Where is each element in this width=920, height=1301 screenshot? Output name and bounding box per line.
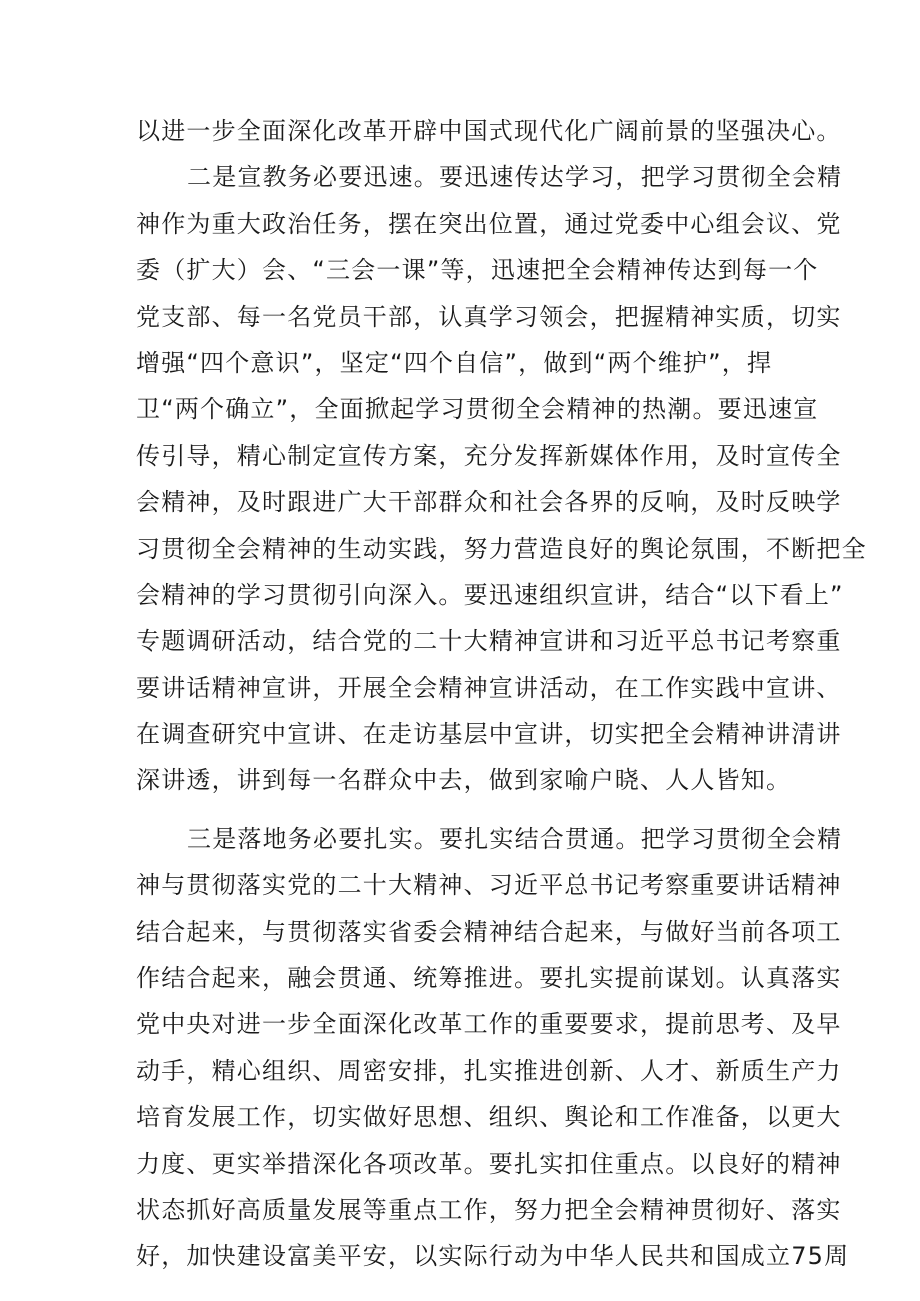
text-line: 习贯彻全会精神的生动实践，努力营造良好的舆论氛围，不断把全 [136,534,867,563]
text-line: 会精神的学习贯彻引向深入。要迅速组织宣讲，结合“以下看上” [136,580,844,609]
text-line: 结合起来，与贯彻落实省委会精神结合起来，与做好当前各项工 [136,917,842,946]
text-line: 党支部、每一名党员干部，认真学习领会，把握精神实质，切实 [136,302,842,331]
text-line: 状态抓好高质量发展等重点工作，努力把全会精神贯彻好、落实 [136,1195,842,1224]
text-line: 会精神，及时跟进广大干部群众和社会各界的反响，及时反映学 [136,488,842,517]
text-line: 委（扩大）会、“三会一课”等，迅速把全会精神传达到每一个 [136,256,819,285]
text-line: 神与贯彻落实党的二十大精神、习近平总书记考察重要讲话精神 [136,871,842,900]
text-line: 以进一步全面深化改革开辟中国式现代化广阔前景的坚强决心。 [136,117,842,145]
body-text [136,108,867,1280]
paragraph-gap [136,804,786,816]
text-line: 作结合起来，融会贯通、统筹推进。要扎实提前谋划。认真落实 [136,964,842,993]
text-line: 专题调研活动，结合党的二十大精神宣讲和习近平总书记考察重 [136,627,842,656]
text-line: 党中央对进一步全面深化改革工作的重要要求，提前思考、及早 [136,1010,842,1039]
text-line: 深讲透，讲到每一名群众中去，做到家喻户晓、人人皆知。 [136,766,792,795]
text-line: 培育发展工作，切实做好思想、组织、舆论和工作准备，以更大 [136,1103,842,1132]
text-line: 力度、更实举措深化各项改革。要扎实扣住重点。以良好的精神 [136,1149,842,1178]
text-line: 卫“两个确立”，全面掀起学习贯彻全会精神的热潮。要迅速宣 [136,395,819,424]
text-line: 在调查研究中宣讲、在走访基层中宣讲，切实把全会精神讲清讲 [136,720,842,749]
text-line: 神作为重大政治任务，摆在突出位置，通过党委中心组会议、党 [136,209,842,238]
text-line: 动手，精心组织、周密安排，扎实推进创新、人才、新质生产力 [136,1056,842,1085]
text-line: 传引导，精心制定宣传方案，充分发挥新媒体作用，及时宣传全 [136,441,842,470]
text-line: 好，加快建设富美平安，以实际行动为中华人民共和国成立75周 [136,1242,850,1271]
text-line: 增强“四个意识”，坚定“四个自信”，做到“两个维护”，捍 [136,348,773,377]
paragraph-start-line: 二是宣教务必要迅速。要迅速传达学习，把学习贯彻全会精 [187,163,843,192]
text-line: 要讲话精神宣讲，开展全会精神宣讲活动，在工作实践中宣讲、 [136,673,842,702]
paragraph-start-line: 三是落地务必要扎实。要扎实结合贯通。把学习贯彻全会精 [187,824,843,853]
